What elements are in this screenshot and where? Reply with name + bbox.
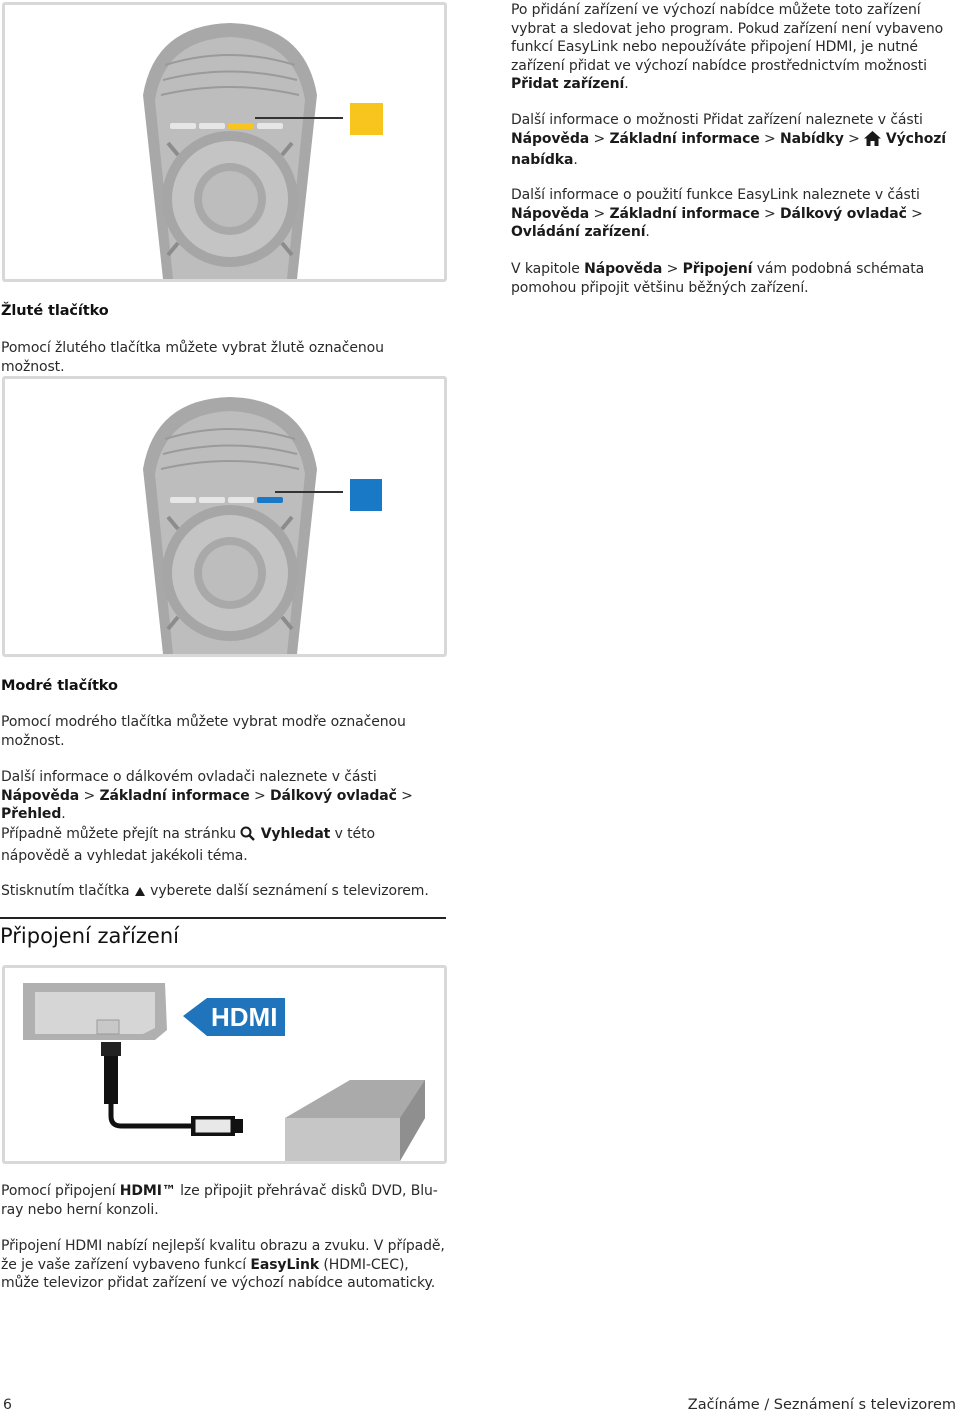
text-span: .: [573, 152, 578, 169]
text-span: lze připojit přehrávač disků DVD, Blu-ray nebo herní konzoli.: [1, 1183, 438, 1218]
bold-term: Nápověda: [511, 205, 590, 222]
bold-term: Výchozí nabídka: [511, 130, 946, 169]
bold-term: Nápověda: [1, 787, 80, 804]
separator: >: [843, 130, 865, 147]
page-number: 6: [3, 1397, 12, 1413]
text-span: Další informace o možnosti Přidat zařízení naleznete v části: [511, 112, 923, 128]
section-divider: [0, 917, 446, 919]
bold-term: Přehled: [1, 806, 62, 823]
text-span: vyberete další seznámení s televizorem.: [145, 883, 429, 899]
bold-term: Připojení: [682, 261, 753, 277]
right-paragraph-4: [511, 260, 959, 297]
text-span: (HDMI-CEC), může televizor přidat zařízení ve výchozí nabídce automaticky.: [1, 1256, 436, 1292]
separator: >: [906, 205, 923, 222]
search-icon: [240, 826, 256, 847]
text-span: .: [645, 224, 650, 241]
remote-yellow-figure: [2, 2, 447, 282]
right-paragraph-1: [511, 1, 959, 94]
hdmi-illustration: [5, 968, 444, 1161]
text-span: Případně můžete přejít na stránku: [1, 826, 241, 842]
yellow-heading: Žluté tlačítko: [1, 303, 109, 319]
separator: >: [589, 130, 610, 147]
blue-square-icon: [350, 479, 382, 511]
separator: >: [589, 205, 610, 222]
bold-term: EasyLink: [250, 1256, 320, 1273]
separator: >: [249, 787, 271, 804]
hdmi-figure: [2, 965, 447, 1164]
bold-term: Dálkový ovladač: [780, 205, 907, 222]
text-span: Po přidání zařízení ve výchozí nabídce můžete toto zařízení vybrat a sledovat jeho program. Pokud zařízení není vybaveno funkcí EasyLink nebo nepoužíváte připojení HDMI, je nutné zařízení přidat ve výchozí nabídce prostřednictvím možnosti: [511, 2, 944, 74]
remote-yellow-illustration: [5, 5, 444, 279]
text-span: vám podobná schémata pomohou připojit většinu běžných zařízení.: [511, 261, 925, 296]
blue-key: [257, 497, 283, 503]
blue-heading: Modré tlačítko: [1, 678, 118, 694]
remote-blue-figure: [2, 376, 447, 657]
bold-term: Vyhledat: [260, 826, 331, 842]
bold-term: Dálkový ovladač: [270, 787, 397, 804]
yellow-square-icon: [350, 103, 383, 135]
bold-term: Základní informace: [609, 130, 760, 147]
text-span: Další informace o použití funkce EasyLink naleznete v části: [511, 187, 920, 203]
text-span: V kapitole: [511, 261, 585, 277]
bold-term: Základní informace: [609, 205, 760, 222]
blue-search-info: [1, 825, 446, 865]
text-span: .: [624, 76, 629, 93]
text-span: Připojení HDMI nabízí nejlepší kvalitu obrazu a zvuku. V případě, že je vaše zařízení vybaveno funkcí: [1, 1238, 445, 1273]
blue-more-info: [1, 768, 446, 824]
separator: >: [662, 261, 683, 277]
separator: >: [759, 130, 781, 147]
bold-term: Nabídky: [780, 130, 844, 147]
separator: >: [79, 787, 100, 804]
yellow-text: Pomocí žlutého tlačítka můžete vybrat žlutě označenou možnost.: [1, 340, 384, 375]
text-span: .: [61, 806, 66, 823]
text-span: Další informace o dálkovém ovladači naleznete v části: [1, 769, 377, 785]
text-span: Pomocí připojení: [1, 1183, 120, 1199]
separator: >: [759, 205, 781, 222]
blue-text: Pomocí modrého tlačítka můžete vybrat modře označenou možnost.: [1, 714, 406, 749]
yellow-key: [228, 123, 254, 129]
connect-paragraph-2: [1, 1237, 446, 1293]
hdmi-label: HDMI: [211, 1002, 278, 1032]
text-span: Stisknutím tlačítka: [1, 883, 134, 899]
bold-term: Přidat zařízení: [511, 76, 625, 93]
blue-next-info: [1, 882, 446, 904]
bold-term: HDMI™: [119, 1183, 176, 1199]
right-paragraph-2: [511, 111, 959, 170]
remote-blue-illustration: [5, 379, 444, 654]
bold-term: Nápověda: [511, 130, 590, 147]
bold-term: Základní informace: [99, 787, 250, 804]
right-paragraph-3: [511, 186, 959, 242]
section-title: Připojení zařízení: [0, 924, 179, 948]
up-arrow-icon: [134, 885, 146, 904]
home-icon: [864, 131, 881, 152]
separator: >: [396, 787, 413, 804]
footer-breadcrumb: Začínáme / Seznámení s televizorem: [687, 1397, 956, 1413]
connect-paragraph-1: [1, 1182, 441, 1219]
text-span: v této nápovědě a vyhledat jakékoli téma.: [1, 826, 375, 864]
bold-term: Ovládání zařízení: [511, 224, 646, 241]
bold-term: Nápověda: [584, 261, 663, 277]
